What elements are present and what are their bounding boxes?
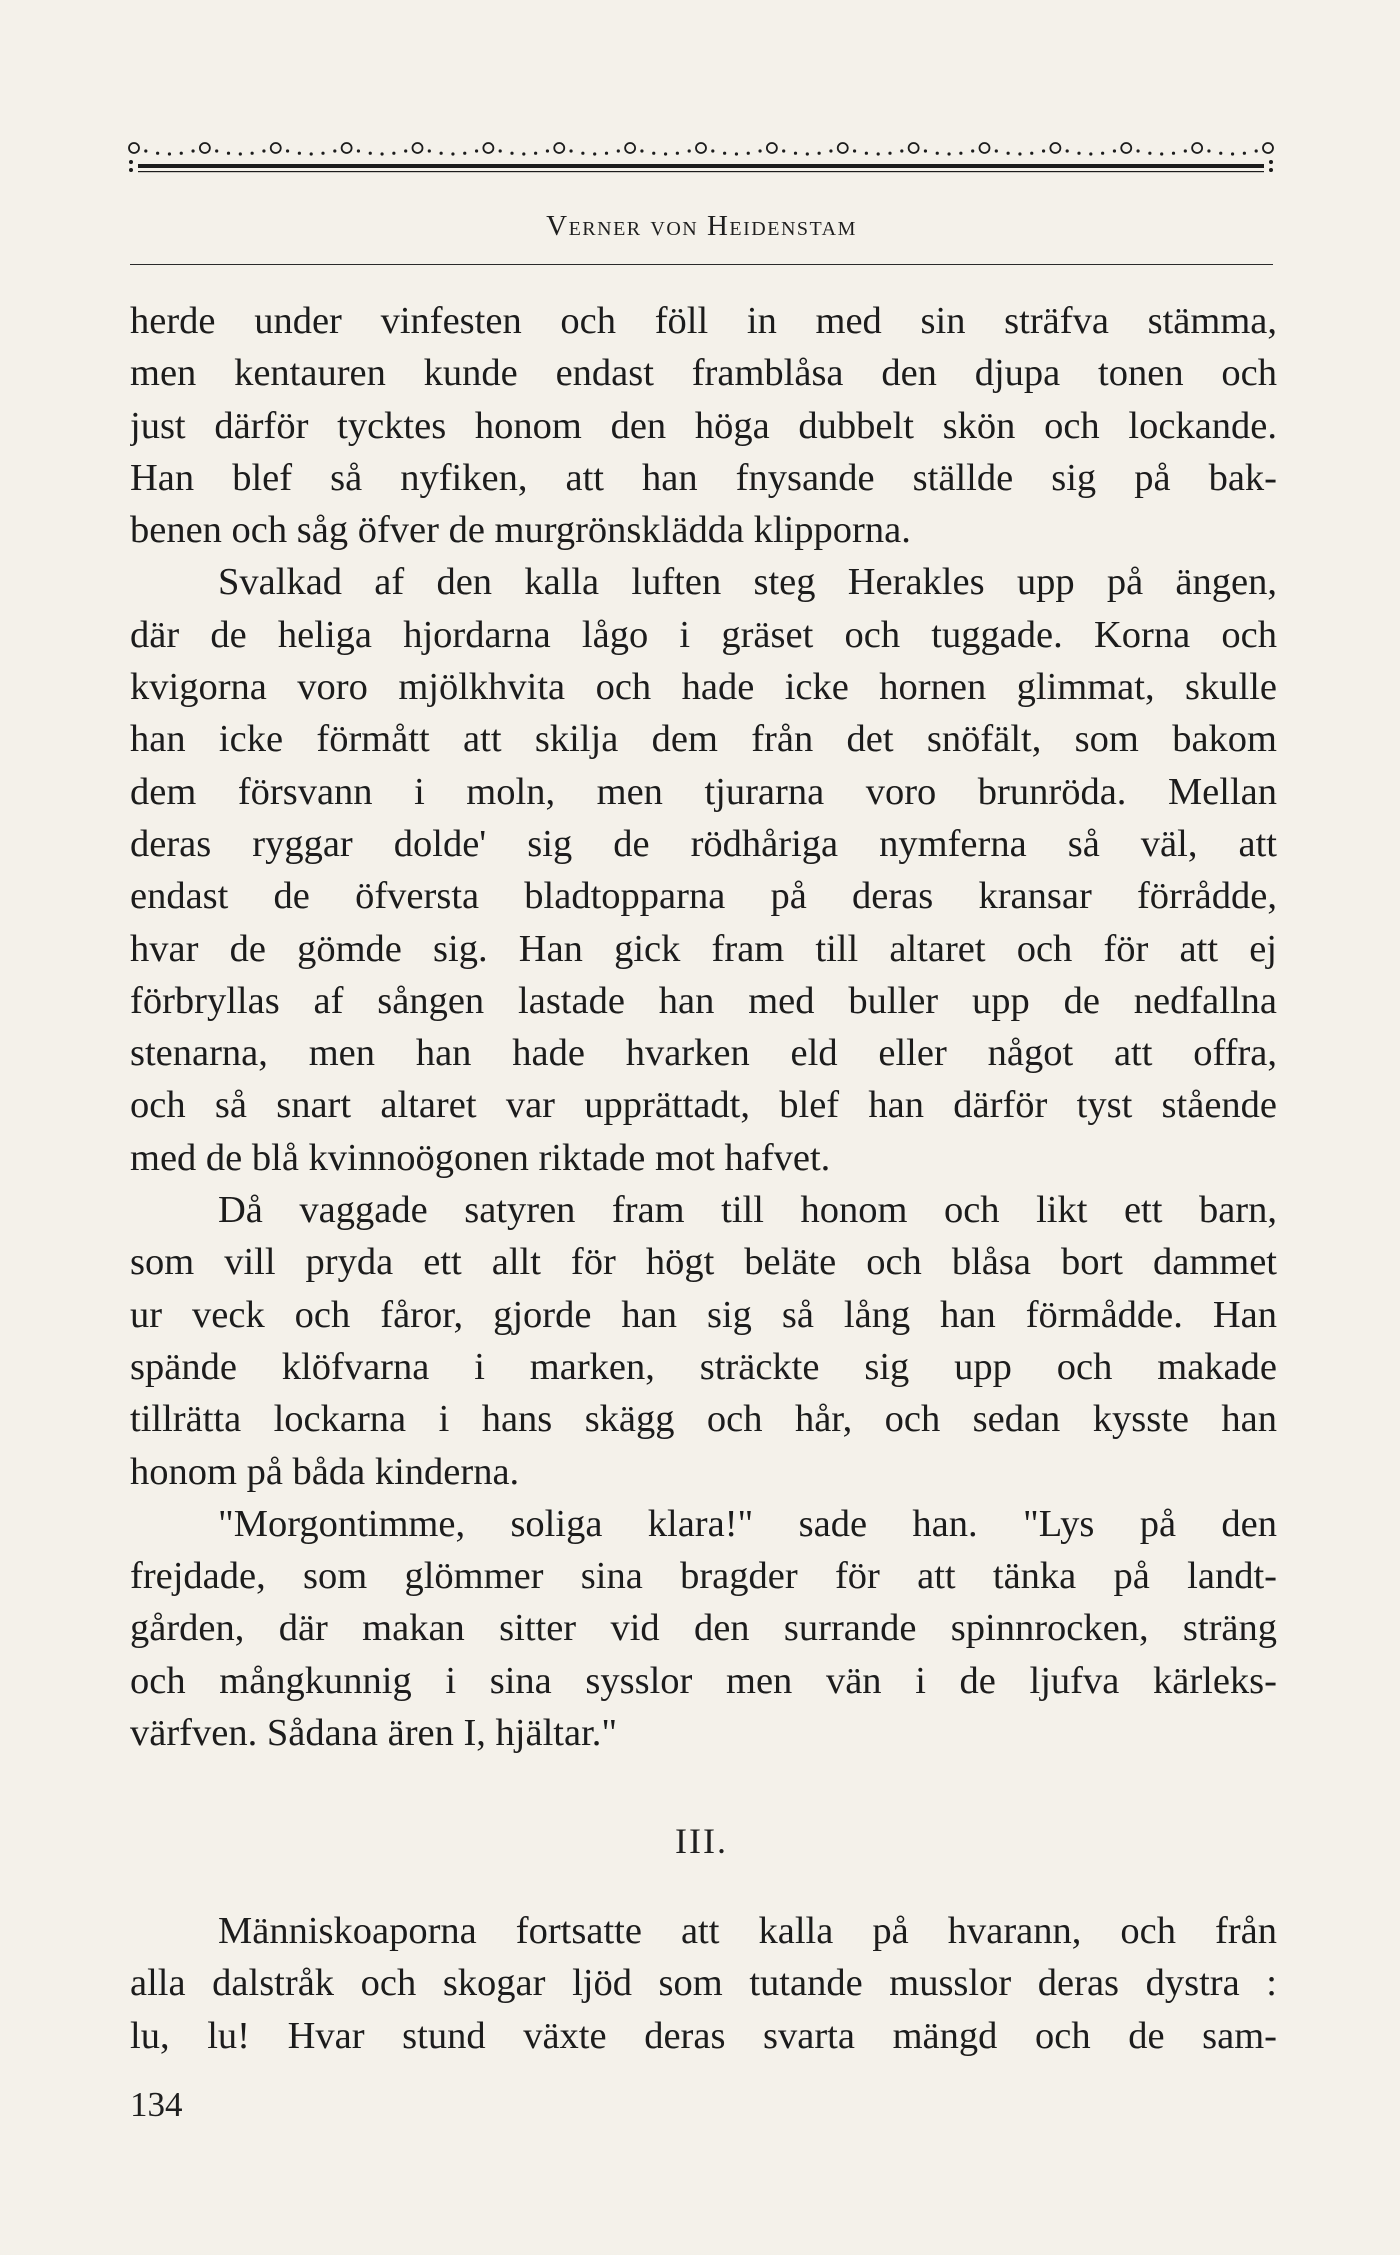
text-line: spände klöfvarna i marken, sträckte sig upp och makade [130, 1345, 1277, 1388]
text-line: stenarna, men han hade hvarken eld eller något att offra, [130, 1032, 1277, 1075]
text-line: honom på båda kinderna. [130, 1450, 520, 1493]
text-line: han icke förmått att skilja dem från det snöfält, som bakom [130, 718, 1277, 761]
header-rule [130, 264, 1273, 265]
text-line: just därför tycktes honom den höga dubbelt skön och lockande. [130, 404, 1277, 447]
text-line: med de blå kvinnoögonen riktade mot hafvet. [130, 1136, 831, 1179]
text-line: förbryllas af sången lastade han med buller upp de nedfallna [130, 979, 1277, 1022]
text-line: tillrätta lockarna i hans skägg och hår, och sedan kysste han [130, 1398, 1277, 1441]
section-body-text [130, 1905, 1277, 2062]
text-line: Människoaporna fortsatte att kalla på hvarann, och från [218, 1910, 1277, 1952]
text-line: och mångkunnig i sina sysslor men vän i de ljufva kärleks- [130, 1659, 1277, 1702]
text-line: värfven. Sådana ären I, hjältar." [130, 1712, 618, 1755]
paragraph [130, 1905, 1277, 2062]
text-line: gården, där makan sitter vid den surrande spinnrocken, sträng [130, 1607, 1277, 1650]
text-line: ur veck och fåror, gjorde han sig så lång han förmådde. Han [130, 1293, 1277, 1336]
text-line: och så snart altaret var upprättadt, blef han därför tyst stående [130, 1084, 1277, 1127]
section-heading: III. [675, 1821, 728, 1861]
text-line: deras ryggar dolde' sig de rödhåriga nymferna så väl, att [130, 822, 1277, 865]
paragraph [130, 1184, 1277, 1498]
paragraph [130, 556, 1277, 1184]
text-line: dem försvann i moln, men tjurarna voro brunröda. Mellan [130, 770, 1277, 813]
text-line: Svalkad af den kalla luften steg Herakles upp på ängen, [218, 561, 1277, 604]
text-line: Då vaggade satyren fram till honom och likt ett barn, [218, 1189, 1277, 1232]
text-line: hvar de gömde sig. Han gick fram till altaret och för att ej [130, 927, 1277, 970]
decorative-border-ornament [128, 134, 1274, 186]
text-line: alla dalstråk och skogar ljöd som tutande musslor deras dystra : [130, 1962, 1277, 2005]
paragraph [130, 295, 1277, 556]
running-head: Verner von Heidenstam [546, 210, 857, 242]
text-line: benen och såg öfver de murgrönsklädda klipporna. [130, 509, 911, 552]
page-number: 134 [130, 2085, 183, 2124]
text-line: där de heliga hjordarna lågo i gräset och tuggade. Korna och [130, 613, 1277, 656]
text-line: frejdade, som glömmer sina bragder för att tänka på landt- [130, 1555, 1277, 1598]
body-text [130, 295, 1277, 1759]
text-line: Han blef så nyfiken, att han fnysande ställde sig på bak- [130, 456, 1277, 499]
text-line: som vill pryda ett allt för högt beläte och blåsa bort dammet [130, 1241, 1277, 1284]
text-line: kvigorna voro mjölkhvita och hade icke hornen glimmat, skulle [130, 666, 1277, 709]
text-line: lu, lu! Hvar stund växte deras svarta mängd och de sam- [130, 2014, 1277, 2057]
text-line: endast de öfversta bladtopparna på deras kransar förrådde, [130, 875, 1277, 918]
text-line: "Morgontimme, soliga klara!" sade han. "Lys på den [218, 1502, 1277, 1545]
text-line: men kentauren kunde endast framblåsa den djupa tonen och [130, 352, 1277, 395]
paragraph [130, 1498, 1277, 1759]
text-line: herde under vinfesten och föll in med sin sträfva stämma, [130, 300, 1277, 342]
